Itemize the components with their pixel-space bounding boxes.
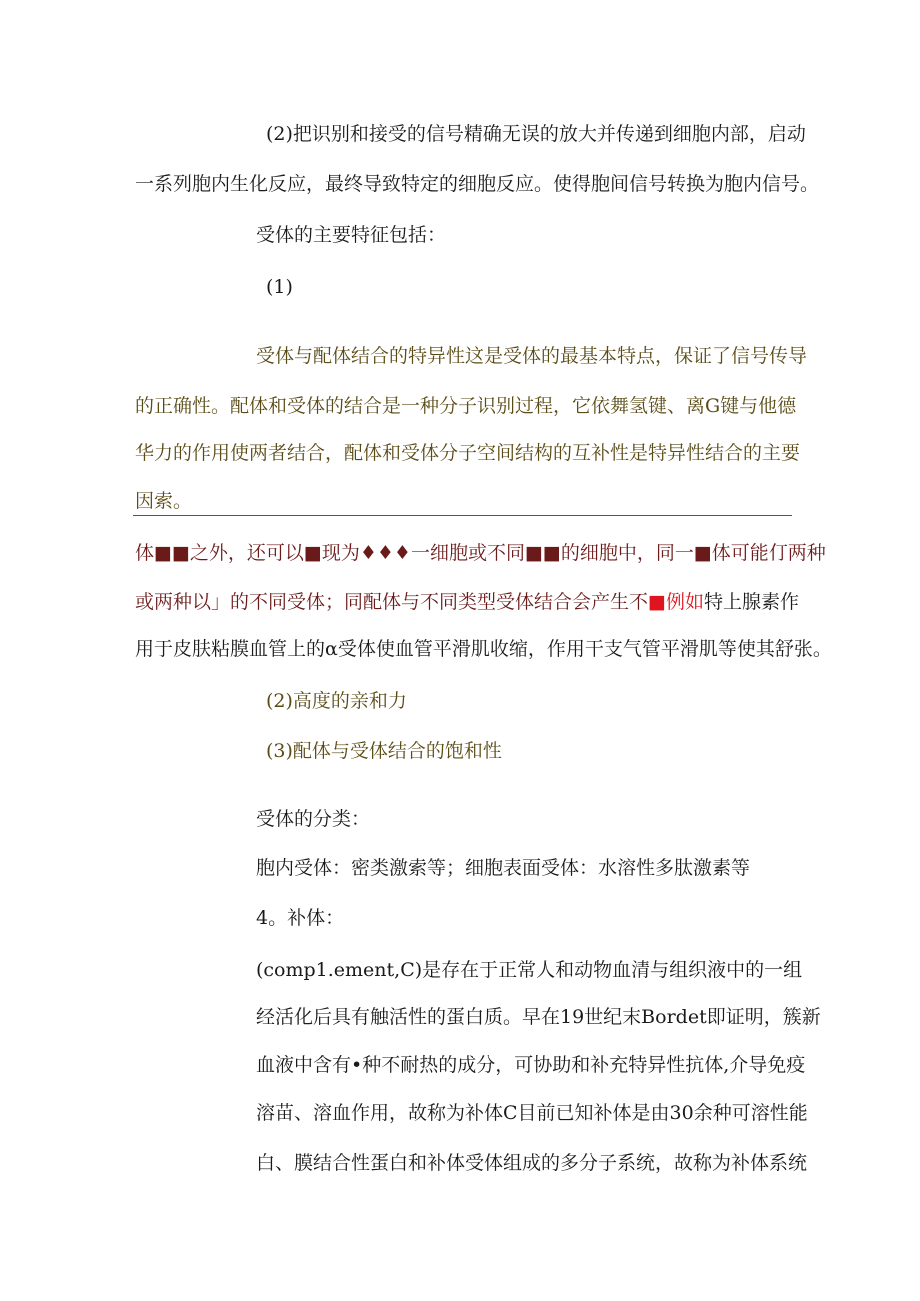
complement-line-4: 溶苗、溶血作用，故称为补体C目前已知补体是由30余种可溶性能: [256, 1102, 808, 1124]
complement-line-5: 白、膜结合性蛋白和补体受体组成的多分子系统，故称为补体系统: [256, 1152, 808, 1174]
feature-1-marker: (1): [266, 276, 293, 298]
complement-line-3: 血液中含有•种不耐热的成分，可协助和补充特异性抗体,介导免疫: [256, 1054, 806, 1076]
feature-3: (3)配体与受体结合的饱和性: [266, 740, 502, 762]
garbled-line-2-end: 特上腺素作: [703, 591, 799, 613]
features-heading: 受体的主要特征包括：: [256, 224, 447, 246]
signal-paragraph-line-1: (2)把识别和接受的信号精确无误的放大并传递到细胞内部，启动: [266, 123, 806, 145]
specificity-line-4: 因索。: [135, 490, 193, 512]
garbled-line-3: 用于皮肤粘膜血管上的α受体使血管平滑肌收缩，作用干支气管平滑肌等使其舒张。: [135, 638, 832, 660]
specificity-line-1: 受体与配体结合的特异性这是受体的最基本特点，保证了信号传导: [256, 345, 808, 367]
complement-line-1: (comp1.ement,C)是存在于正常人和动物血清与组织液中的一组: [256, 959, 803, 981]
feature-2: (2)高度的亲和力: [266, 690, 407, 712]
specificity-line-3: 华力的作用使两者结合，配体和受体分子空间结构的互补性是特异性结合的主要: [135, 442, 801, 464]
garbled-line-2-start: 或两种以」的不同受体；同配体与不同类型受体结合会产生不: [135, 591, 649, 613]
complement-heading: 4。补体：: [256, 907, 345, 929]
garbled-line-1: 体■■之外，还可以■现为♦♦♦一细胞或不同■■的细胞中，同一■体可能仃两种: [135, 542, 826, 564]
specificity-line-2: 的正确性。配体和受体的结合是一种分子识别过程，它依舞氢键、离G键与他德: [135, 395, 797, 417]
garbled-line-2: [135, 589, 799, 615]
horizontal-divider: [133, 515, 792, 516]
classification-line: 胞内受体：密类激索等；细胞表面受体：水溶性多肽激素等: [256, 857, 751, 879]
classification-heading: 受体的分类：: [256, 808, 371, 830]
highlighted-example-text: ■例如: [648, 591, 704, 613]
signal-paragraph-line-2: 一系列胞内生化反应，最终导致特定的细胞反应。使得胞间信号转换为胞内信号。: [135, 173, 820, 195]
complement-line-2: 经活化后具有触活性的蛋白质。早在19世纪末Bordet即证明，簇新: [256, 1006, 821, 1028]
